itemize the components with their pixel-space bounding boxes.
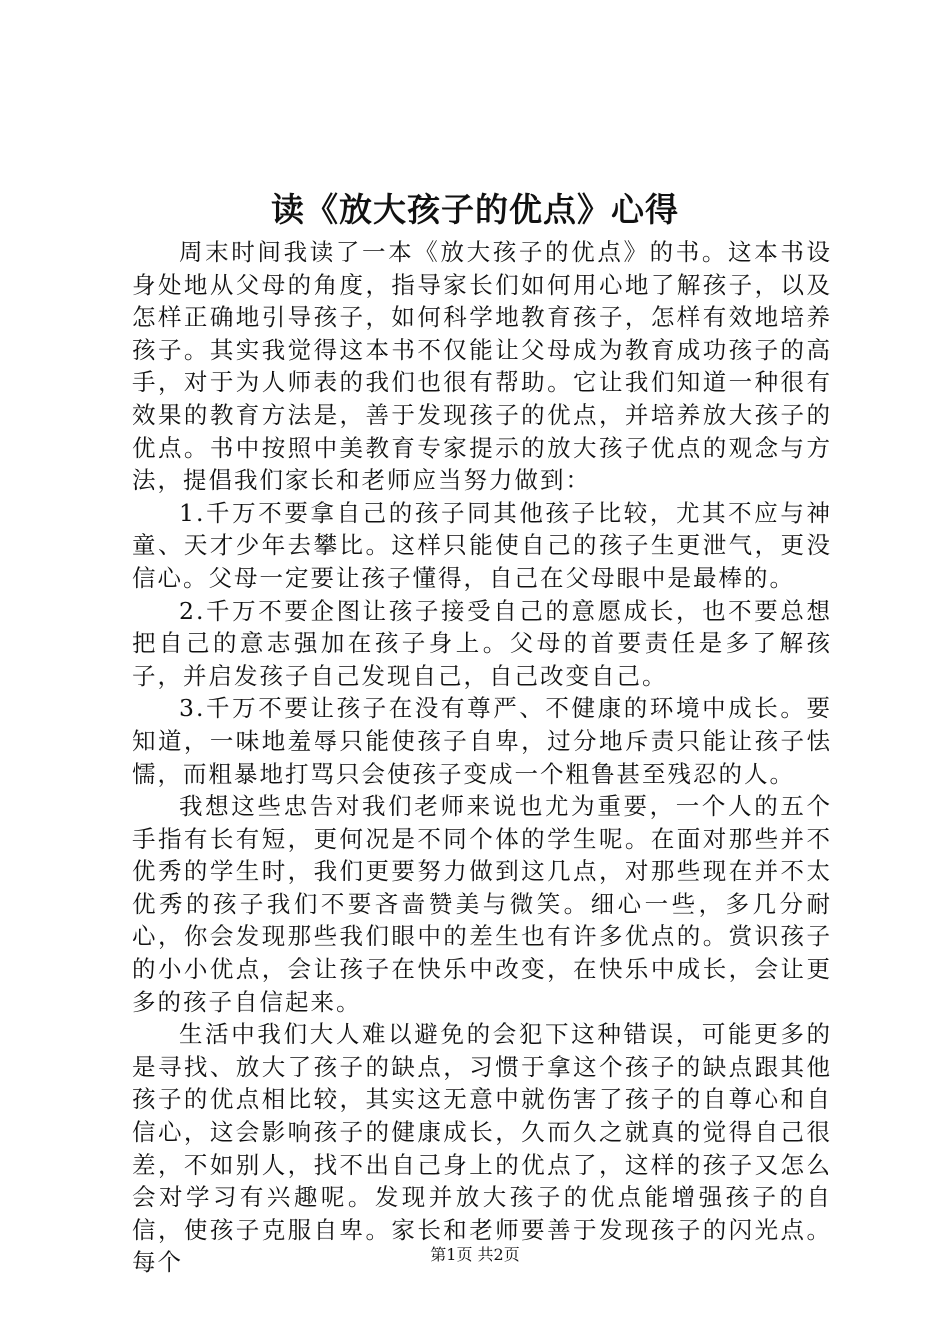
paragraph-reflection: 我想这些忠告对我们老师来说也尤为重要，一个人的五个手指有长有短，更何况是不同个体的学生呢。在面对那些并不优秀的学生时，我们更要努力做到这几点，对那些现在并不太优秀的孩子我们不要吝啬赞美与微笑。细心一些，多几分耐心，你会发现那些我们眼中的差生也有许多优点的。赏识孩子的小小优点，会让孩子在快乐中改变，在快乐中成长，会让更多的孩子自信起来。 <box>132 792 832 1016</box>
document-body <box>132 236 832 1279</box>
page-footer: 第1页 共2页 <box>430 1245 520 1264</box>
paragraph-life: 生活中我们大人难以避免的会犯下这种错误，可能更多的是寻找、放大了孩子的缺点，习惯于拿这个孩子的缺点跟其他孩子的优点相比较，其实这无意中就伤害了孩子的自尊心和自信心，这会影响孩子的健康成长，久而久之就真的觉得自己很差，不如别人，找不出自己身上的优点了，这样的孩子又怎么会对学习有兴趣呢。发现并放大孩子的优点能增强孩子的自信，使孩子克服自卑。家长和老师要善于发现孩子的闪光点。每个 <box>132 1020 832 1277</box>
paragraph-point-3: 3.千万不要让孩子在没有尊严、不健康的环境中成长。要知道，一味地羞辱只能使孩子自卑，过分地斥责只能让孩子怯懦，而粗暴地打骂只会使孩子变成一个粗鲁甚至残忍的人。 <box>132 694 832 788</box>
paragraph-intro: 周末时间我读了一本《放大孩子的优点》的书。这本书设身处地从父母的角度，指导家长们如何用心地了解孩子，以及怎样正确地引导孩子，如何科学地教育孩子，怎样有效地培养孩子。其实我觉得这本书不仅能让父母成为教育成功孩子的高手，对于为人师表的我们也很有帮助。它让我们知道一种很有效果的教育方法是，善于发现孩子的优点，并培养放大孩子的优点。书中按照中美教育专家提示的放大孩子优点的观念与方法，提倡我们家长和老师应当努力做到： <box>132 238 832 495</box>
document-title: 读《放大孩子的优点》心得 <box>271 190 679 229</box>
paragraph-point-1: 1.千万不要拿自己的孩子同其他孩子比较，尤其不应与神童、天才少年去攀比。这样只能使自己的孩子生更泄气，更没信心。父母一定要让孩子懂得，自己在父母眼中是最棒的。 <box>132 498 832 592</box>
paragraph-point-2: 2.千万不要企图让孩子接受自己的意愿成长，也不要总想把自己的意志强加在孩子身上。父母的首要责任是多了解孩子，并启发孩子自己发现自己，自己改变自己。 <box>132 596 832 690</box>
